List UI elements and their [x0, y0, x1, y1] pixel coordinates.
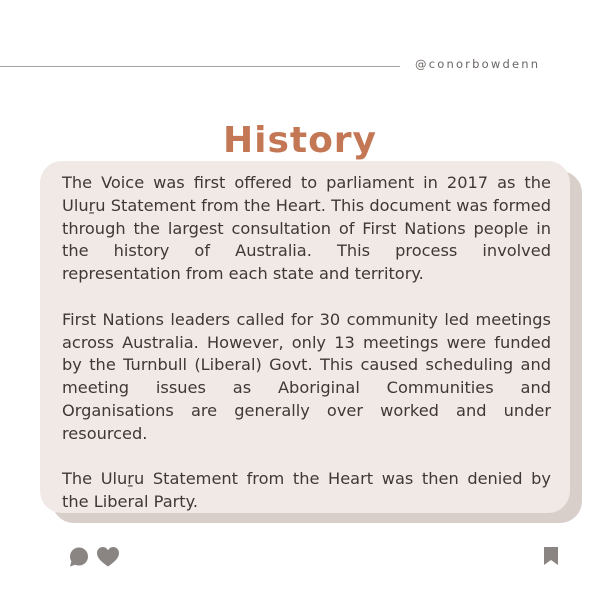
header-divider	[0, 66, 400, 67]
page-title: History	[222, 120, 378, 161]
paragraph-1: The Voice was first offered to parliament in 2017 as the Uluṟu Statement from the Heart. This document was formed through the largest consultation of First Nations people in the history of Australia. This process involved representation from each state and territory.	[62, 173, 551, 284]
paragraph-2: First Nations leaders called for 30 community led meetings across Australia. However, only 13 meetings were funded by the Turnbull (Liberal) Govt. This caused scheduling and meeting issues as Aboriginal Communities and Organisations are generally over worked and under resourced.	[62, 309, 551, 443]
bookmark-icon[interactable]	[543, 546, 559, 566]
card-body	[62, 172, 551, 514]
comment-icon[interactable]	[68, 546, 90, 568]
heart-icon[interactable]	[96, 546, 120, 568]
paragraph-3: The Uluṟu Statement from the Heart was then denied by the Liberal Party.	[62, 469, 551, 512]
author-handle[interactable]: @conorbowdenn	[415, 57, 541, 71]
